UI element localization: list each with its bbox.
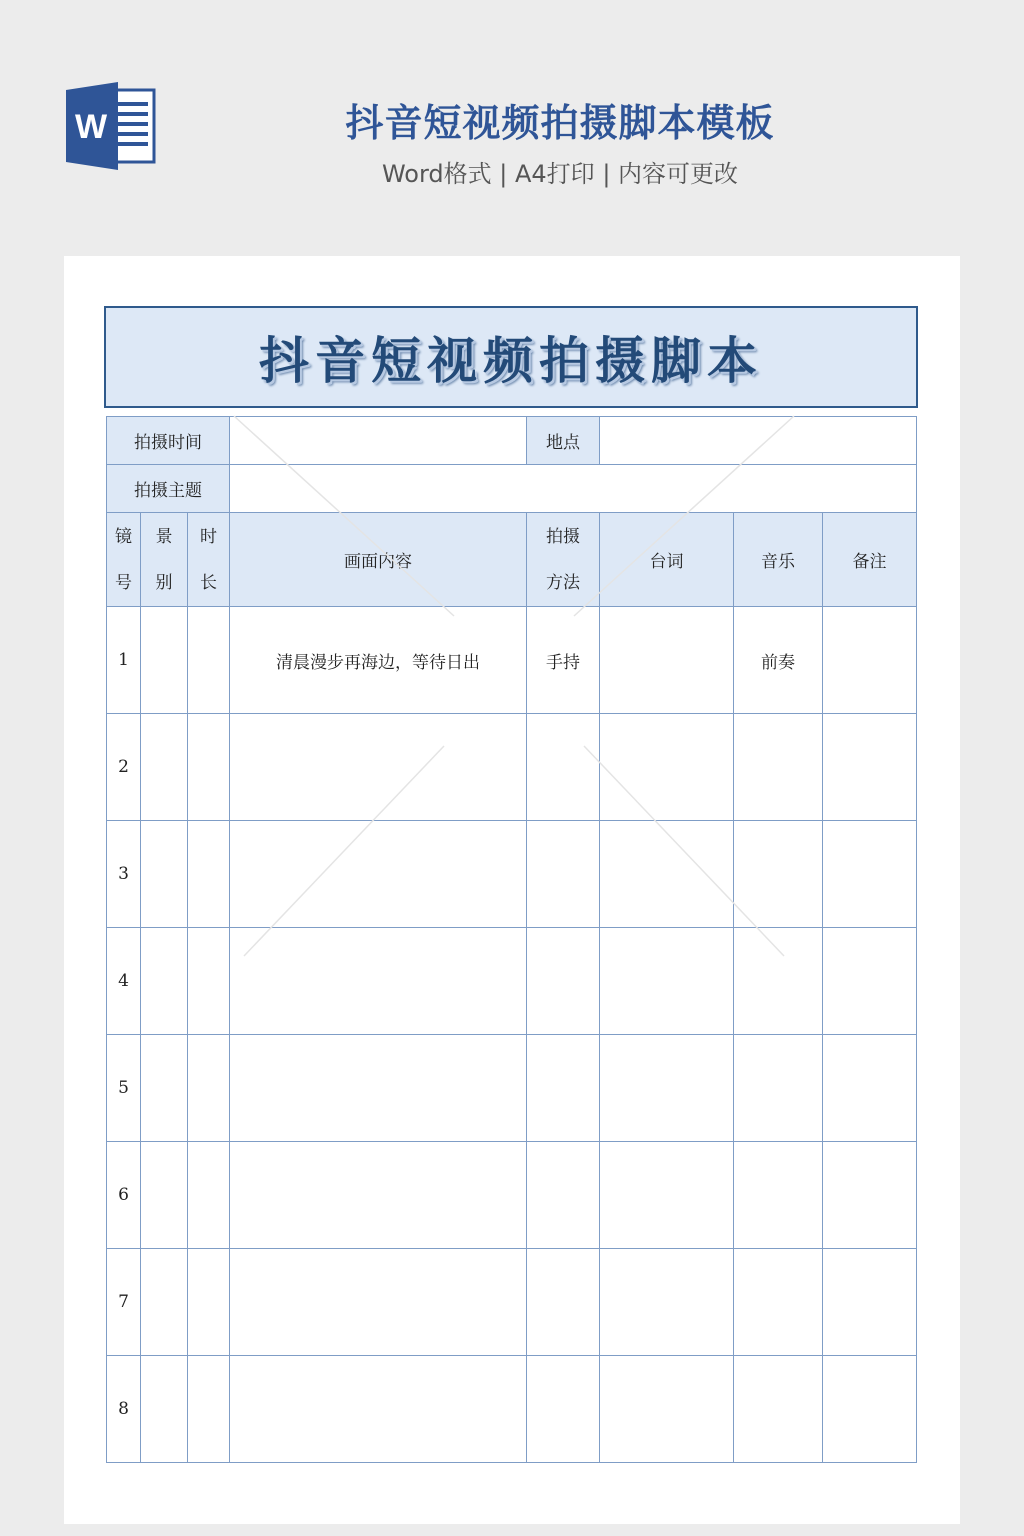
music-cell[interactable] <box>734 1356 823 1463</box>
col-scene-line2: 别 <box>155 572 173 593</box>
notes-cell[interactable] <box>823 928 917 1035</box>
notes-cell[interactable] <box>823 607 917 714</box>
template-subtitle: Word格式 | A4打印 | 内容可更改 <box>381 160 739 188</box>
content-cell[interactable] <box>230 1356 527 1463</box>
lines-cell[interactable] <box>600 821 734 928</box>
lines-cell[interactable] <box>600 1142 734 1249</box>
music-cell[interactable] <box>734 714 823 821</box>
col-content: 画面内容 <box>230 513 527 607</box>
scene-cell[interactable] <box>141 1356 188 1463</box>
table-row <box>107 1035 917 1142</box>
notes-cell[interactable] <box>823 1035 917 1142</box>
shoot-time-label: 拍摄时间 <box>107 417 230 465</box>
music-cell[interactable] <box>734 821 823 928</box>
info-row-time-location <box>107 417 917 465</box>
method-cell[interactable] <box>527 1142 600 1249</box>
content-cell[interactable] <box>230 714 527 821</box>
shot-no-cell: 3 <box>107 821 141 928</box>
duration-cell[interactable] <box>188 928 230 1035</box>
duration-cell[interactable] <box>188 607 230 714</box>
duration-cell[interactable] <box>188 714 230 821</box>
notes-cell[interactable] <box>823 1142 917 1249</box>
scene-cell[interactable] <box>141 928 188 1035</box>
template-title: 抖音短视频拍摄脚本模板 <box>345 101 775 145</box>
lines-cell[interactable] <box>600 1035 734 1142</box>
col-shot-no-line1: 镜 <box>115 526 132 547</box>
document-title: 抖音短视频拍摄脚本 <box>259 331 763 390</box>
method-cell[interactable] <box>527 928 600 1035</box>
scene-cell[interactable] <box>141 607 188 714</box>
method-cell[interactable]: 手持 <box>527 607 600 714</box>
duration-cell[interactable] <box>188 1142 230 1249</box>
duration-cell[interactable] <box>188 1035 230 1142</box>
col-duration-line2: 长 <box>200 572 217 593</box>
column-header-row <box>107 513 917 607</box>
col-lines: 台词 <box>600 513 734 607</box>
table-row <box>107 1142 917 1249</box>
info-row-theme <box>107 465 917 513</box>
col-scene <box>141 513 188 607</box>
scene-cell[interactable] <box>141 1142 188 1249</box>
method-cell[interactable] <box>527 1356 600 1463</box>
method-cell[interactable] <box>527 1249 600 1356</box>
location-label: 地点 <box>527 417 600 465</box>
shoot-time-field[interactable] <box>230 417 527 465</box>
notes-cell[interactable] <box>823 1249 917 1356</box>
table-row <box>107 928 917 1035</box>
col-scene-line1: 景 <box>155 526 173 547</box>
lines-cell[interactable] <box>600 1249 734 1356</box>
duration-cell[interactable] <box>188 1249 230 1356</box>
scene-cell[interactable] <box>141 821 188 928</box>
scene-cell[interactable] <box>141 1249 188 1356</box>
col-notes: 备注 <box>823 513 917 607</box>
content-cell[interactable] <box>230 821 527 928</box>
duration-cell[interactable] <box>188 821 230 928</box>
col-method-line2: 方法 <box>546 572 580 593</box>
lines-cell[interactable] <box>600 928 734 1035</box>
notes-cell[interactable] <box>823 1356 917 1463</box>
music-cell[interactable] <box>734 1142 823 1249</box>
script-rows <box>107 607 917 1463</box>
table-row <box>107 1356 917 1463</box>
shot-no-cell: 8 <box>107 1356 141 1463</box>
col-method-line1: 拍摄 <box>546 526 580 547</box>
notes-cell[interactable] <box>823 714 917 821</box>
table-row <box>107 714 917 821</box>
notes-cell[interactable] <box>823 821 917 928</box>
content-cell[interactable] <box>230 1035 527 1142</box>
shooting-script-table <box>106 416 917 1463</box>
svg-text:W: W <box>74 108 108 146</box>
shot-no-cell: 4 <box>107 928 141 1035</box>
lines-cell[interactable] <box>600 714 734 821</box>
method-cell[interactable] <box>527 821 600 928</box>
shot-no-cell: 6 <box>107 1142 141 1249</box>
theme-field[interactable] <box>230 465 917 513</box>
location-field[interactable] <box>600 417 917 465</box>
col-duration <box>188 513 230 607</box>
scene-cell[interactable] <box>141 1035 188 1142</box>
content-cell[interactable] <box>230 1142 527 1249</box>
theme-label: 拍摄主题 <box>107 465 230 513</box>
music-cell[interactable]: 前奏 <box>734 607 823 714</box>
col-shot-no-line2: 号 <box>115 572 132 593</box>
music-cell[interactable] <box>734 1249 823 1356</box>
table-row <box>107 1249 917 1356</box>
shot-no-cell: 5 <box>107 1035 141 1142</box>
col-shot-no <box>107 513 141 607</box>
music-cell[interactable] <box>734 928 823 1035</box>
table-row <box>107 821 917 928</box>
lines-cell[interactable] <box>600 607 734 714</box>
col-music: 音乐 <box>734 513 823 607</box>
method-cell[interactable] <box>527 1035 600 1142</box>
scene-cell[interactable] <box>141 714 188 821</box>
duration-cell[interactable] <box>188 1356 230 1463</box>
shot-no-cell: 7 <box>107 1249 141 1356</box>
document-banner <box>104 306 918 408</box>
content-cell[interactable]: 清晨漫步再海边，等待日出 <box>230 607 527 714</box>
content-cell[interactable] <box>230 928 527 1035</box>
method-cell[interactable] <box>527 714 600 821</box>
document-page <box>64 256 960 1524</box>
col-duration-line1: 时 <box>200 526 217 547</box>
col-method <box>527 513 600 607</box>
shot-no-cell: 1 <box>107 607 141 714</box>
content-cell[interactable] <box>230 1249 527 1356</box>
shot-no-cell: 2 <box>107 714 141 821</box>
lines-cell[interactable] <box>600 1356 734 1463</box>
word-logo-icon <box>64 82 156 170</box>
table-row <box>107 607 917 714</box>
music-cell[interactable] <box>734 1035 823 1142</box>
